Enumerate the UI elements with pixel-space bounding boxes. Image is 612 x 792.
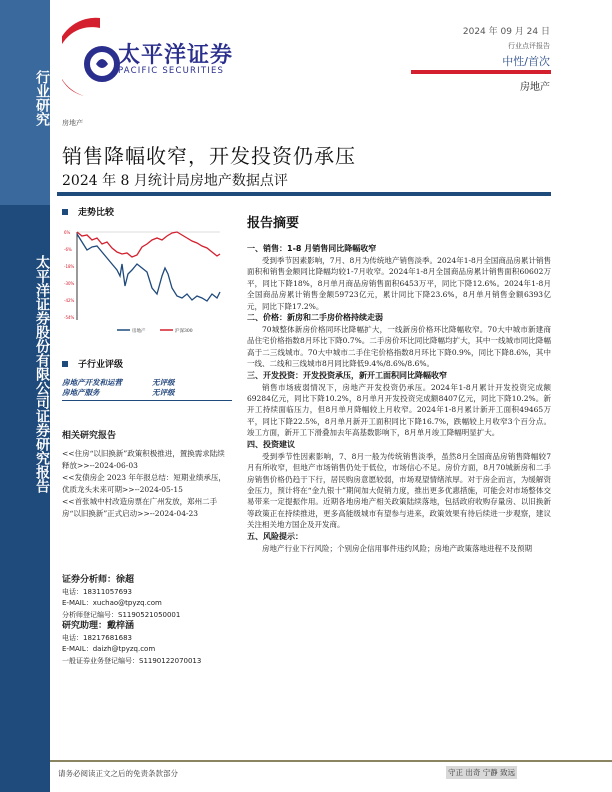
report-summary [247,212,551,554]
analyst-email[interactable]: E-MAIL：xuchao@tpyzq.com [62,599,162,607]
page-subtitle: 2024 年 8 月统计局房地产数据点评 [62,173,288,189]
section-body: 受到季节因素影响，7月、8月为传统地产销售淡季。2024年1-8月全国商品房累计销售面积和销售金额同比降幅均较1-7月收窄。2024年1-8月全国商品房累计销售面积60602万平，同比下降18%，8月单月商品房销售面积6453万平，同比下降12.6%。2024年1-8月全国商品房累计销售金额59723亿元，累计同比下降23.6%，8月单月销售金额6393亿元，同比下降17.2%。 [247,256,551,311]
section-title: 三、开发投资：开发投资承压，新开工面积同比降幅收窄 [247,370,447,380]
square-bullet-icon [62,361,68,367]
assistant-phone: 电话：18217681683 [62,633,132,642]
related-report-link[interactable]: <<住房“以旧换新”政策积极推进，置换需求陆续释放>>--2024-06-03 [62,449,225,470]
divider [62,400,232,401]
report-type: 行业点评报告 [508,42,550,50]
section-title: 二、价格：新房和二手房价格持续走弱 [247,313,383,323]
sub-rating-row: 房地产服务 无评级 [62,388,175,397]
sidebar-company-label: 太平洋证券股份有限公司证券研究报告 [34,255,50,493]
svg-text:-54%: -54% [64,315,75,320]
small-sector-label: 房地产 [62,119,83,127]
section-title: 四、投资建议 [247,439,295,449]
svg-text:房地产: 房地产 [132,329,146,334]
authors-section [62,575,232,667]
assistant-name: 研究助理：戴梓涵 [62,621,135,631]
section-body: 受到季节性因素影响，7、8月一般为传统销售淡季，虽然8月全国商品房销售降幅较7月有所收窄，但地产市场销售仍处于低位，市场信心不足。房价方面，8月70城新房和二手房销售价格仍趋于下行，居民购房意愿较弱，市场观望情绪浓厚。对于房企而言，为缓解资金压力，预计将在“金九银十”期间加大促销力度，推出更多优惠措施，可能会对市场整体交易带来一定提振作用。近期各地房地产相关政策陆续落地，包括政府收购存量房、以旧换新等政策正在持续推进，更多高能级城市有望参与进来，政策效果有待后续进一步观察，建议关注相关地方国企及开发商。 [247,451,551,530]
report-date: 2024 年 09 月 24 日 [462,27,550,37]
analyst-reg: 分析师登记编号：S1190521050001 [62,610,181,619]
title-divider [57,192,551,196]
svg-text:6%: 6% [64,230,71,235]
square-bullet-icon [62,209,68,215]
section-title: 五、风险提示： [247,531,303,541]
sector: 房地产 [520,82,550,93]
footer-disclaimer: 请务必阅读正文之后的免责条款部分 [58,769,178,778]
related-report-link[interactable]: <<发债房企 2023 年年报总结：短期业绩承压，优质龙头未来可期>>--2024-05-15 [62,473,226,494]
analyst-name: 证券分析师：徐超 [62,575,135,585]
section-body: 房地产行业下行风险；个别房企信用事件违约风险；房地产政策落地进程不及预期 [262,543,532,553]
related-reports [62,430,232,520]
logo-text-en: PACIFIC SECURITIES [118,66,225,76]
footer-motto: 守正 出奇 宁静 致远 [448,768,516,777]
trend-chart [62,228,232,338]
sidebar-top-label: 行业研究 [34,70,50,126]
assistant-reg: 一般证券业务登记编号：S1190122070013 [62,656,202,665]
svg-text:-42%: -42% [64,298,75,303]
sub-rating-section [62,357,232,401]
svg-text:-30%: -30% [64,281,75,286]
red-divider [411,70,551,74]
trend-section [62,205,232,218]
related-heading: 相关研究报告 [62,431,117,441]
logo-text-cn: 太平洋证券 [118,43,234,68]
rating: 中性/首次 [502,55,550,68]
section-body: 销售市场疲弱情况下，房地产开发投资仍承压。2024年1-8月累计开发投资完成额69284亿元，同比下降10.2%，8月单月开发投资完成额8407亿元，同比下降10.2%。新开工持续面临压力，但8月单月降幅较上月收窄。2024年1-8月累计新开工面积49465万平，同比下降22.5%，8月单月新开工面积同比下降16.7%，跌幅较上月收窄3个百分点。竣工方面，新开工下滑叠加去年高基数影响下，8月单月竣工降幅明显扩大。 [247,382,551,438]
trend-heading: 走势比较 [78,208,115,218]
svg-text:-6%: -6% [64,247,72,252]
svg-text:-18%: -18% [64,264,75,269]
svg-text:沪深300: 沪深300 [175,329,193,334]
page-title: 销售降幅收窄，开发投资仍承压 [62,144,356,168]
assistant-email[interactable]: E-MAIL：daizh@tpyzq.com [62,645,156,653]
summary-heading: 报告摘要 [247,216,300,231]
section-title: 一、销售：1-8 月销售同比降幅收窄 [247,244,377,253]
sidebar [0,0,50,792]
section-body: 70城整体新房价格同环比降幅扩大，一线新房价格环比降幅收窄。70大中城市新建商品住宅价格指数8月环比下降0.7%。二手房价环比同比降幅均扩大，其中一线城市同比降幅高于二三线城市。70大中城市二手住宅价格指数8月环比下降0.9%，同比下降8.6%，其中一线、二线和三线城市8月同比降低9.4%/8.6%/8.6%。 [247,325,551,369]
sub-rating-heading: 子行业评级 [78,360,124,370]
related-report-link[interactable]: <<首张城中村改造房票在广州发放，郑州二手房“以旧换新”正式启动>>--2024-04-23 [62,497,218,518]
footer-divider [50,760,612,762]
analyst-phone: 电话：18311057693 [62,587,132,596]
sub-rating-row: 房地产开发和运营 无评级 [62,378,175,387]
